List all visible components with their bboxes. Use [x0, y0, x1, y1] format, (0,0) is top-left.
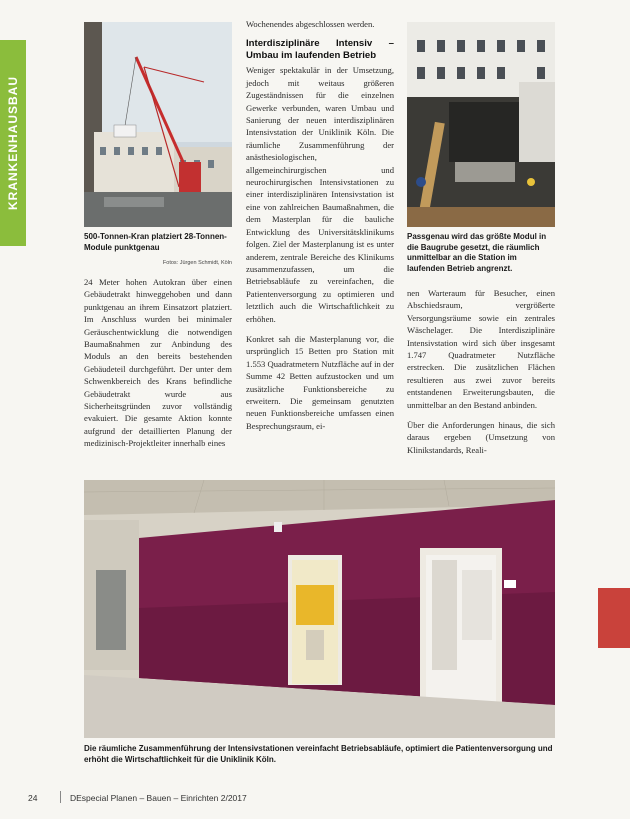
column-3-text — [407, 287, 555, 464]
col1-paragraph: 24 Meter hohen Autokran über einen Gebäudetrakt hinweggehoben und dann punktgenau an ihrem Einsatzort platziert. Im Anschluss wurden bei minimaler Geräuschentwicklung die notwendigen Baumaßnahmen zur Anbindung des Moduls an den bereits bestehenden Gebäudeteil durchgeführt. Der unter dem Schwenkbereich des Krans befindliche Gebäudetrakt wurde aus Sicherheitsgründen zuvor vollständig evakuiert. Die gesamte Aktion konnte aufgrund der detaillierten Planung der medizinisch-Projektleiter innerhalb eines — [84, 277, 232, 449]
photo2-caption: Passgenau wird das größte Modul in die Baugrube gesetzt, die räumlich unmittelbar an die Station im laufenden Betrieb angrenzt. — [407, 232, 547, 273]
publication-name: DEspecial Planen – Bauen – Einrichten 2/2017 — [70, 793, 247, 803]
section-tab — [0, 40, 26, 246]
photo1-caption: 500-Tonnen-Kran platziert 28-Tonnen-Module punktgenau — [84, 232, 227, 252]
column-1-text — [84, 276, 232, 458]
page-number: 24 — [28, 793, 38, 803]
photo-credit: Fotos: Jürgen Schmidt, Köln — [162, 260, 232, 266]
construction-pit-photo — [407, 22, 555, 227]
intensive-care-photo — [84, 480, 555, 738]
next-page-edge — [598, 588, 630, 648]
col3-paragraph-2: Über die Anforderungen hinaus, die sich daraus ergeben (Umsetzung von Klinikstandards, Reali- — [407, 420, 555, 455]
crane-photo — [84, 22, 232, 227]
big-photo-caption: Die räumliche Zusammenführung der Intensivstationen vereinfacht Betriebsabläufe, optimiert die Patientenversorgung und erhöht die Wirtschaftlichkeit für die Uniklinik Köln. — [84, 744, 553, 764]
column-2-text — [246, 18, 394, 440]
col2-paragraph-2: Konkret sah die Masterplanung vor, die ursprünglich 15 Betten pro Station mit 1.553 Quadratmetern Nutzfläche auf in der Summe 42 Betten aufzustocken und um zusätzliche Funktionsbereiche zu erweitern. Die gemeinsam genutzten neuen Funktionsbereiche umfassen einen Besprechungsraum, ei- — [246, 333, 394, 431]
footer-divider — [60, 791, 61, 803]
col3-paragraph-1: nen Warteraum für Besucher, einen Abschiedsraum, vergrößerte Versorgungsräume sowie ein zentrales Wäschelager. Die Interdisziplinäre Intensivstation wird sich über insgesamt 1.747 Quadratmeter Nutzfläche erstrecken. Die zusätzlichen Flächen resultieren aus zwei zuvor bereits entstandenen Erweiterungsbauten, die unmittelbar an den Bestand anbinden. — [407, 288, 555, 410]
col2-intro: Wochenendes abgeschlossen werden. — [246, 19, 375, 29]
section-heading: Interdisziplinäre Intensiv – Umbau im laufenden Betrieb — [246, 38, 394, 61]
section-label: KRANKENHAUSBAU — [6, 76, 20, 210]
col2-paragraph-1: Weniger spektakulär in der Umsetzung, jedoch mit weitaus größeren Zugeständnissen für die einzelnen Gewerke verbunden, waren Umbau und Sanierung der neuen interdisziplinären Intensivstation der Uniklinik Köln. Die räumliche Zusammenführung der anästhesiologischen, allgemeinchirurgischen und neurochirurgischen Intensivstationen zu einer interdisziplinären Intensivstation ist eine von zahlreichen Baumaßnahmen, die dem Masterplan für die bauliche Entwicklung des Universitätsklinikums folgen. Ziel der Masterplanung ist es unter anderem, zentrale Bereiche des Klinikums zusammenzufassen, um die Betriebsabläufe zu vereinfachen, die Patientenversorgung zu optimieren und letztlich auch die Wirtschaftlichkeit zu erhöhen. — [246, 65, 394, 324]
